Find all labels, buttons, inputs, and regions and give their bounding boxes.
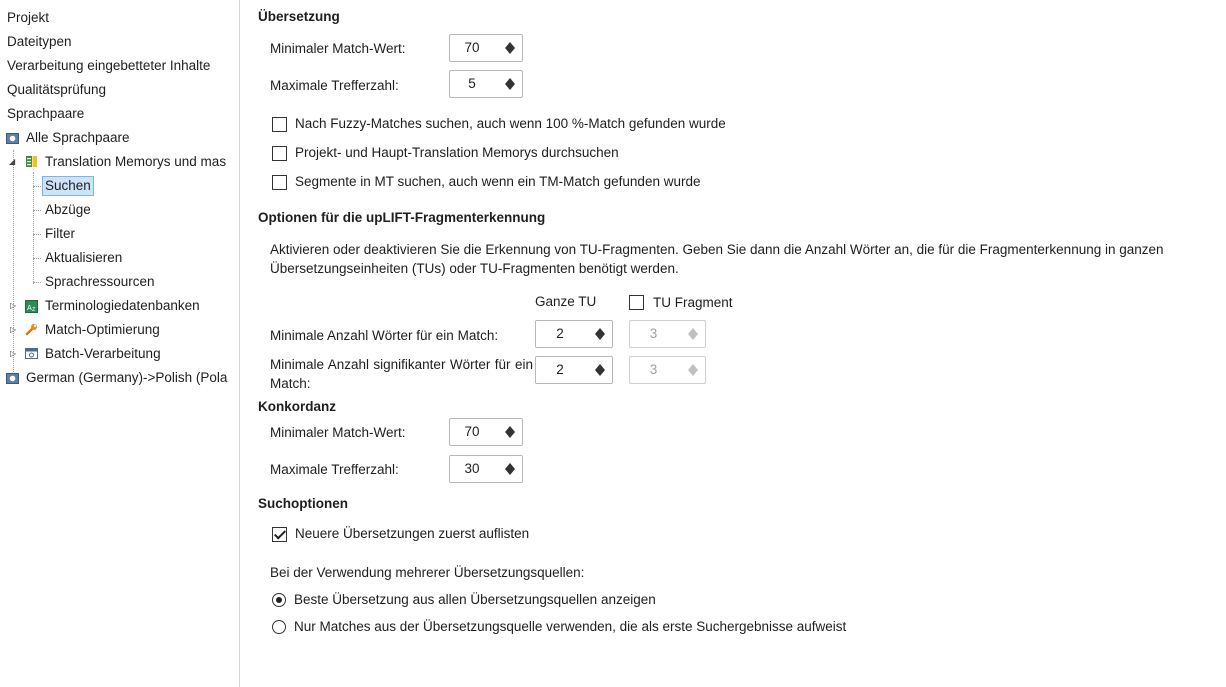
- svg-text:Z: Z: [32, 307, 36, 313]
- multi-source-label: Bei der Verwendung mehrerer Übersetzungsquellen:: [270, 565, 585, 580]
- search-options-heading: Suchoptionen: [258, 496, 348, 511]
- expand-arrow-icon[interactable]: ▷: [10, 301, 17, 310]
- translation-heading: Übersetzung: [258, 9, 340, 24]
- batch-icon: [25, 347, 38, 360]
- min-match-stepper[interactable]: [449, 34, 523, 62]
- spin-down-icon[interactable]: [505, 48, 515, 54]
- whole-tu-column-header: Ganze TU: [535, 294, 597, 309]
- tree-item-dateitypen[interactable]: Dateitypen: [7, 34, 72, 49]
- min-match-label: Minimaler Match-Wert:: [270, 41, 406, 56]
- tree-item-quality-check[interactable]: Qualitätsprüfung: [7, 82, 107, 97]
- tree-line: [33, 234, 41, 235]
- first-source-label[interactable]: Nur Matches aus der Übersetzungsquelle verwenden, die als erste Suchergebnisse aufweist: [294, 619, 847, 634]
- min-words-fragment-value: 3: [649, 326, 658, 341]
- tree-item-search-selected[interactable]: Suchen: [42, 176, 94, 196]
- tree-item-filter[interactable]: Filter: [45, 226, 75, 241]
- min-significant-fragment-value: 3: [649, 362, 658, 377]
- tree-line: [33, 282, 41, 283]
- tree-item-match-repair[interactable]: Match-Optimierung: [45, 322, 160, 337]
- fuzzy-after-100-label[interactable]: Nach Fuzzy-Matches suchen, auch wenn 100 %-Match gefunden wurde: [295, 116, 726, 131]
- tm-icon: [25, 155, 38, 168]
- tree-item-projekt[interactable]: Projekt: [7, 10, 50, 25]
- min-words-whole-value[interactable]: 2: [556, 326, 564, 341]
- newer-first-checkbox[interactable]: [272, 527, 287, 542]
- first-source-radio[interactable]: [272, 620, 286, 634]
- tree-item-language-pairs[interactable]: Sprachpaare: [7, 106, 85, 121]
- max-hits-label: Maximale Trefferzahl:: [270, 78, 399, 93]
- svg-text:A: A: [27, 304, 32, 312]
- search-mt-label[interactable]: Segmente in MT suchen, auch wenn ein TM-Match gefunden wurde: [295, 174, 701, 189]
- search-mt-checkbox[interactable]: [272, 175, 287, 190]
- tu-fragment-label[interactable]: TU Fragment: [653, 295, 733, 310]
- concordance-max-hits-stepper[interactable]: [449, 455, 523, 483]
- tree-item-translation-memories[interactable]: Translation Memorys und mas: [45, 154, 227, 169]
- tree-item-penalties[interactable]: Abzüge: [45, 202, 91, 217]
- min-words-fragment-stepper: [629, 320, 706, 348]
- concordance-min-match-label: Minimaler Match-Wert:: [270, 425, 406, 440]
- tree-line: [33, 186, 41, 187]
- min-significant-whole-stepper[interactable]: [535, 356, 613, 384]
- spin-down-icon: [688, 370, 698, 376]
- search-project-main-tm-label[interactable]: Projekt- und Haupt-Translation Memorys durchsuchen: [295, 145, 619, 160]
- min-significant-words-label: Minimale Anzahl signifikanter Wörter für ein Match:: [270, 357, 533, 391]
- tree-line: [33, 172, 34, 284]
- tree-line: [33, 258, 41, 259]
- concordance-max-hits-label: Maximale Trefferzahl:: [270, 462, 399, 477]
- spin-down-icon: [688, 334, 698, 340]
- tu-fragment-checkbox[interactable]: [629, 295, 644, 310]
- expand-arrow-icon[interactable]: ▷: [10, 349, 17, 358]
- tree-line: [33, 210, 41, 211]
- best-translation-label[interactable]: Beste Übersetzung aus allen Übersetzungsquellen anzeigen: [294, 592, 656, 607]
- tree-item-de-pl-pair[interactable]: German (Germany)->Polish (Pola: [26, 370, 228, 385]
- min-significant-fragment-stepper: [629, 356, 706, 384]
- min-words-label: Minimale Anzahl Wörter für ein Match:: [270, 328, 499, 343]
- tree-item-all-language-pairs[interactable]: Alle Sprachpaare: [26, 130, 130, 145]
- newer-first-label[interactable]: Neuere Übersetzungen zuerst auflisten: [295, 526, 530, 541]
- tree-item-embedded-content[interactable]: Verarbeitung eingebetteter Inhalte: [7, 58, 211, 73]
- min-match-value[interactable]: 70: [464, 40, 480, 55]
- globe-flag-icon: [6, 132, 19, 145]
- spin-down-icon[interactable]: [595, 370, 605, 376]
- uplift-description: Aktivieren oder deaktivieren Sie die Erkennung von TU-Fragmenten. Geben Sie dann die Anzahl Wörter an, die für die Fragmenterkennung in ganzen Übersetzungseinheiten (TUs) oder TU-Fragmenten benötigt werden.: [270, 242, 1164, 276]
- settings-tree: [0, 0, 240, 687]
- tree-item-batch-processing[interactable]: Batch-Verarbeitung: [45, 346, 161, 361]
- spin-down-icon[interactable]: [505, 432, 515, 438]
- tree-line: [13, 150, 14, 380]
- concordance-min-match-stepper[interactable]: [449, 418, 523, 446]
- expand-arrow-icon[interactable]: ▷: [10, 325, 17, 334]
- uplift-heading: Optionen für die upLIFT-Fragmenterkennung: [258, 210, 546, 225]
- spin-down-icon[interactable]: [595, 334, 605, 340]
- globe-flag-icon: [6, 372, 19, 385]
- tree-item-update[interactable]: Aktualisieren: [45, 250, 123, 265]
- tree-item-language-resources[interactable]: Sprachressourcen: [45, 274, 155, 289]
- concordance-max-hits-value[interactable]: 30: [464, 461, 480, 476]
- min-words-whole-stepper[interactable]: [535, 320, 613, 348]
- spin-down-icon[interactable]: [505, 84, 515, 90]
- max-hits-value[interactable]: 5: [468, 76, 476, 91]
- termbase-icon: [25, 300, 38, 313]
- concordance-heading: Konkordanz: [258, 399, 337, 414]
- tree-item-termbases[interactable]: Terminologiedatenbanken: [45, 298, 200, 313]
- wrench-icon: [25, 323, 38, 336]
- spin-down-icon[interactable]: [505, 469, 515, 475]
- fuzzy-after-100-checkbox[interactable]: [272, 117, 287, 132]
- search-project-main-tm-checkbox[interactable]: [272, 146, 287, 161]
- collapse-arrow-icon[interactable]: ◢: [9, 157, 16, 166]
- concordance-min-match-value[interactable]: 70: [464, 424, 480, 439]
- best-translation-radio[interactable]: [272, 593, 286, 607]
- min-significant-whole-value[interactable]: 2: [556, 362, 564, 377]
- max-hits-stepper[interactable]: [449, 70, 523, 98]
